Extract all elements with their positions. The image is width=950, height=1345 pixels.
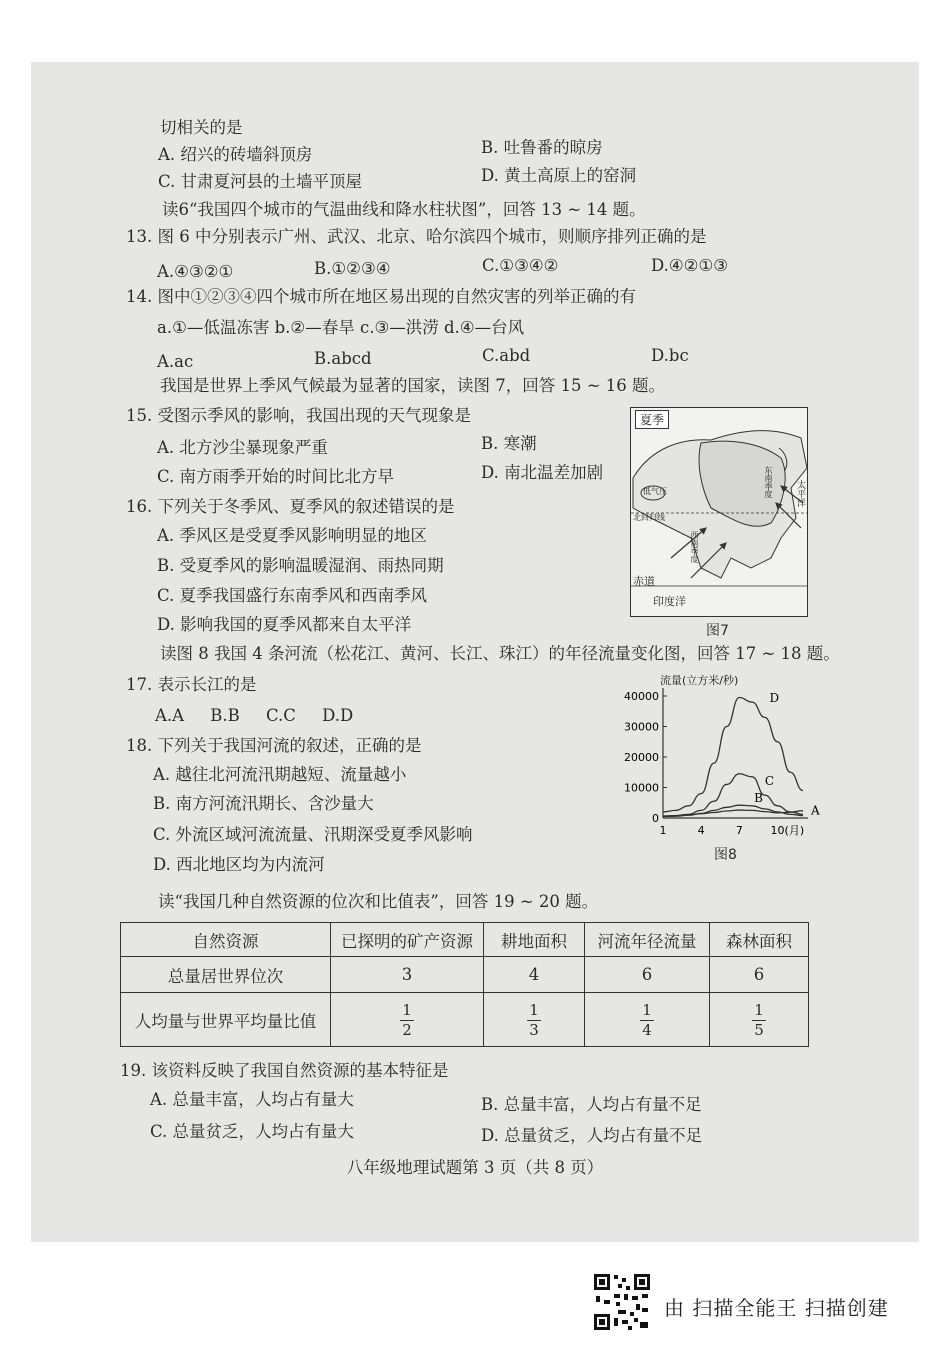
table-header: 河流年径流量 (585, 923, 710, 957)
table-row-label: 人均量与世界平均量比值 (121, 993, 331, 1047)
q12-option-a: A. 绍兴的砖墙斜顶房 (158, 145, 313, 164)
q12-option-b: B. 吐鲁番的晾房 (481, 138, 603, 157)
fraction-denominator: 4 (642, 1021, 652, 1039)
q19-stem: 19. 该资料反映了我国自然资源的基本特征是 (120, 1061, 449, 1080)
series-label-C: C (764, 774, 775, 789)
q14-option-d: D.bc (651, 346, 689, 365)
q18-option-c: C. 外流区域河流流量、汛期深受夏季风影响 (153, 825, 473, 844)
q15-option-b: B. 寒潮 (481, 434, 537, 453)
fraction-numerator: 1 (754, 1001, 764, 1019)
q19-option-c: C. 总量贫乏，人均占有量大 (150, 1122, 355, 1141)
x-axis-unit: (月) (784, 824, 805, 837)
scanner-credit: 由 扫描全能王 扫描创建 (664, 1296, 889, 1320)
q14-option-c: C.abd (482, 346, 531, 365)
q14-option-a: A.ac (157, 352, 194, 371)
resource-table (120, 922, 809, 1047)
q15-option-c: C. 南方雨季开始的时间比北方早 (157, 467, 395, 486)
q14-stem: 14. 图中①②③④四个城市所在地区易出现的自然灾害的列举正确的有 (126, 287, 636, 306)
fraction-numerator: 1 (402, 1001, 412, 1019)
figure7-caption: 图7 (706, 623, 729, 639)
series-label-D: D (769, 690, 780, 705)
fraction-denominator: 5 (754, 1021, 764, 1039)
chart-ylabel: 流量(立方米/秒) (660, 674, 739, 687)
fraction-denominator: 2 (402, 1021, 412, 1039)
x-tick-label: 10 (770, 824, 785, 837)
page-footer: 八年级地理试题第 3 页（共 8 页） (346, 1158, 604, 1177)
y-tick-label: 20000 (624, 751, 659, 764)
q16-option-c: C. 夏季我国盛行东南季风和西南季风 (157, 586, 428, 605)
table-cell: 6 (585, 957, 710, 993)
q13-stem: 13. 图 6 中分别表示广州、武汉、北京、哈尔滨四个城市，则顺序排列正确的是 (126, 227, 707, 246)
runoff-chart (618, 672, 818, 847)
q18-stem: 18. 下列关于我国河流的叙述，正确的是 (126, 736, 422, 755)
table-cell (585, 993, 710, 1047)
y-tick-label: 10000 (624, 781, 659, 795)
fraction-numerator: 1 (642, 1001, 652, 1019)
series-label-B: B (754, 790, 763, 805)
intro-19-20: 读“我国几种自然资源的位次和比值表”，回答 19 ~ 20 题。 (158, 892, 599, 911)
q12-option-c: C. 甘肃夏河县的土墙平顶屋 (158, 172, 363, 191)
q16-option-d: D. 影响我国的夏季风都来自太平洋 (157, 615, 412, 634)
intro-13-14: 读6“我国四个城市的气温曲线和降水柱状图”，回答 13 ~ 14 题。 (162, 200, 646, 219)
table-cell (331, 993, 484, 1047)
map-pacific-label: 太平洋 (795, 480, 805, 507)
series-line-C (663, 774, 803, 816)
q13-option-d: D.④②①③ (651, 256, 729, 275)
fraction-numerator: 1 (529, 1001, 539, 1019)
series-label-A: A (811, 803, 820, 818)
q19-option-a: A. 总量丰富，人均占有量大 (150, 1090, 354, 1109)
map-low-pressure-label: 低气压 (643, 487, 667, 496)
q18-option-b: B. 南方河流汛期长、含沙量大 (153, 794, 374, 813)
monsoon-map (630, 407, 808, 617)
q15-option-a: A. 北方沙尘暴现象严重 (157, 438, 328, 457)
x-tick-label: 4 (697, 824, 705, 837)
question-continuation: 切相关的是 (160, 118, 243, 137)
q12-option-d: D. 黄土高原上的窑洞 (481, 166, 637, 185)
table-row-label: 总量居世界位次 (121, 957, 331, 993)
q17-options: A.A B.B C.C D.D (155, 706, 354, 725)
map-season-label: 夏季 (635, 410, 669, 429)
map-southeast-monsoon-label: 东南季度 (764, 466, 773, 498)
qr-code-icon (592, 1272, 652, 1332)
q19-option-b: B. 总量丰富，人均占有量不足 (481, 1095, 702, 1114)
q16-option-b: B. 受夏季风的影响温暖湿润、雨热同期 (157, 556, 444, 575)
y-tick-label: 40000 (624, 690, 659, 703)
table-header: 自然资源 (121, 923, 331, 957)
q16-option-a: A. 季风区是受夏季风影响明显的地区 (157, 526, 427, 545)
q18-option-a: A. 越往北河流汛期越短、流量越小 (153, 765, 407, 784)
series-line-D (663, 698, 803, 812)
q15-stem: 15. 受图示季风的影响，我国出现的天气现象是 (126, 406, 471, 425)
q13-option-c: C.①③④② (482, 256, 559, 275)
q13-option-b: B.①②③④ (314, 259, 391, 278)
figure8-caption: 图8 (714, 847, 737, 863)
x-tick-label: 1 (659, 824, 667, 837)
table-cell (710, 993, 809, 1047)
table-cell: 3 (331, 957, 484, 993)
q17-stem: 17. 表示长江的是 (126, 675, 257, 694)
series-line-A (663, 810, 803, 816)
table-header: 耕地面积 (484, 923, 585, 957)
map-tropic-label: 北回归线 (633, 513, 665, 522)
table-header: 已探明的矿产资源 (331, 923, 484, 957)
y-tick-label: 30000 (624, 720, 659, 734)
y-tick-label: 0 (652, 812, 659, 825)
q13-option-a: A.④③②① (157, 262, 234, 281)
table-cell: 6 (710, 957, 809, 993)
table-cell: 4 (484, 957, 585, 993)
intro-17-18: 读图 8 我国 4 条河流（松花江、黄河、长江、珠江）的年径流量变化图，回答 17 ~ 18 题。 (160, 644, 840, 663)
q14-option-b: B.abcd (314, 349, 372, 368)
x-tick-label: 7 (735, 824, 743, 837)
q18-option-d: D. 西北地区均为内流河 (153, 855, 325, 874)
q15-option-d: D. 南北温差加剧 (481, 463, 604, 482)
fraction-denominator: 3 (529, 1021, 539, 1039)
map-indian-ocean-label: 印度洋 (653, 595, 686, 608)
intro-15-16: 我国是世界上季风气候最为显著的国家，读图 7，回答 15 ~ 16 题。 (160, 376, 666, 395)
map-southwest-monsoon-label: 西南季度 (690, 531, 699, 563)
q14-items: a.①—低温冻害 b.②—春旱 c.③—洪涝 d.④—台风 (157, 318, 525, 337)
q19-option-d: D. 总量贫乏，人均占有量不足 (481, 1126, 703, 1145)
map-equator-label: 赤道 (633, 575, 655, 588)
table-cell (484, 993, 585, 1047)
q16-stem: 16. 下列关于冬季风、夏季风的叙述错误的是 (126, 497, 455, 516)
table-header: 森林面积 (710, 923, 809, 957)
